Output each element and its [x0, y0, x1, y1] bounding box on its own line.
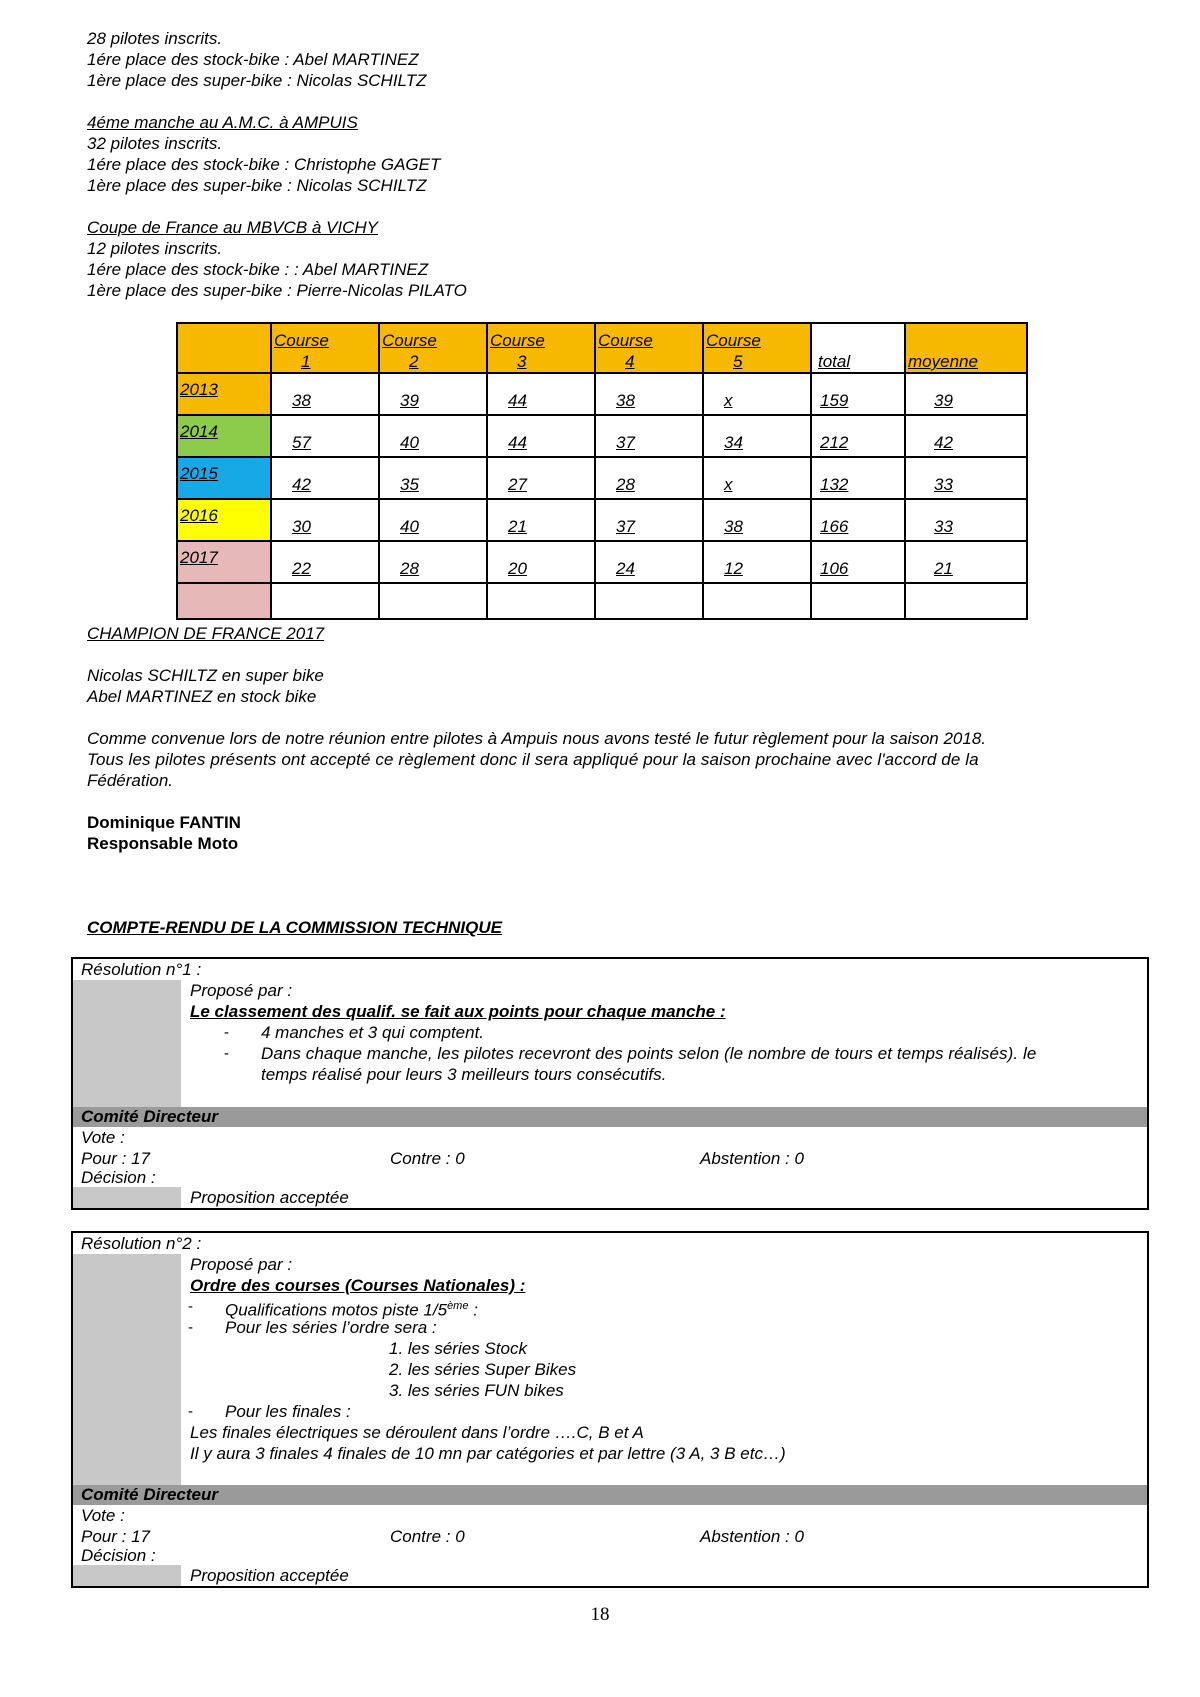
table-row-empty — [177, 583, 1027, 619]
intro-line: 28 pilotes inscrits. — [87, 29, 223, 48]
champion-line: Nicolas SCHILTZ en super bike — [87, 666, 324, 685]
header-course-2: Course 2 — [379, 323, 487, 373]
decision-label: Décision : — [81, 1168, 156, 1187]
proposed-by: Proposé par : — [190, 1255, 293, 1274]
resolution-item: Dans chaque manche, les pilotes recevront des points selon (le nombre de tours et temps réalisés). le — [261, 1044, 1037, 1063]
finals-intro: Pour les finales : — [225, 1402, 351, 1421]
resolution-subject: Le classement des qualif. se fait aux points pour chaque manche : — [190, 1002, 726, 1021]
qualif-line: Qualifications motos piste 1/5ème : — [225, 1300, 478, 1320]
value-cell: 42 — [905, 415, 1027, 457]
value-cell: 28 — [595, 457, 703, 499]
ampuis-line: 1ère place des super-bike : Nicolas SCHILTZ — [87, 176, 427, 195]
paragraph-line: Fédération. — [87, 771, 173, 790]
vote-abstention: Abstention : 0 — [700, 1527, 804, 1546]
table-row — [177, 457, 1027, 499]
bullet-dash: - — [224, 1024, 229, 1041]
year-cell: 2013 — [177, 373, 271, 415]
signature-role: Responsable Moto — [87, 834, 239, 853]
value-cell: 37 — [595, 499, 703, 541]
resolution-2-box — [71, 1231, 1149, 1588]
header-corner — [177, 323, 271, 373]
value-cell: 21 — [905, 541, 1027, 583]
decision-result: Proposition acceptée — [190, 1188, 349, 1207]
intro-line: 1ére place des stock-bike : Abel MARTINEZ — [87, 50, 419, 69]
empty-cell — [905, 583, 1027, 619]
vichy-title: Coupe de France au MBVCB à VICHY — [87, 218, 379, 237]
value-cell: 12 — [703, 541, 811, 583]
value-cell: 33 — [905, 499, 1027, 541]
vote-label: Vote : — [81, 1128, 125, 1147]
value-cell: 38 — [595, 373, 703, 415]
ampuis-line: 1ére place des stock-bike : Christophe GAGET — [87, 155, 441, 174]
year-cell: 2017 — [177, 541, 271, 583]
vote-contre: Contre : 0 — [390, 1527, 465, 1546]
proposed-by: Proposé par : — [190, 981, 293, 1000]
vote-pour: Pour : 17 — [81, 1149, 150, 1168]
empty-cell — [487, 583, 595, 619]
empty-cell — [595, 583, 703, 619]
value-cell: 166 — [811, 499, 905, 541]
gray-column — [73, 1254, 181, 1485]
ampuis-line: 32 pilotes inscrits. — [87, 134, 223, 153]
value-cell: 40 — [379, 415, 487, 457]
value-cell: 21 — [487, 499, 595, 541]
vichy-line: 1ére place des stock-bike : : Abel MARTINEZ — [87, 260, 429, 279]
bullet-dash: - — [188, 1319, 193, 1336]
gray-column — [73, 980, 181, 1107]
header-course-1: Course 1 — [271, 323, 379, 373]
signature-name: Dominique FANTIN — [87, 813, 241, 832]
vichy-line: 12 pilotes inscrits. — [87, 239, 223, 258]
resolution-1-box — [71, 957, 1149, 1210]
value-cell: 38 — [271, 373, 379, 415]
finals-line: Les finales électriques se déroulent dans l’ordre ….C, B et A — [190, 1423, 644, 1442]
resolution-title: Résolution n°1 : — [81, 960, 202, 979]
value-cell: 39 — [379, 373, 487, 415]
resolution-title: Résolution n°2 : — [81, 1234, 202, 1253]
empty-cell — [271, 583, 379, 619]
finals-line: Il y aura 3 finales 4 finales de 10 mn par catégories et par lettre (3 A, 3 B etc…) — [190, 1444, 786, 1463]
value-cell: 39 — [905, 373, 1027, 415]
champion-line: Abel MARTINEZ en stock bike — [87, 687, 317, 706]
value-cell: 212 — [811, 415, 905, 457]
value-cell: 27 — [487, 457, 595, 499]
resolution-item: temps réalisé pour leurs 3 meilleurs tours consécutifs. — [261, 1065, 667, 1084]
ampuis-title: 4éme manche au A.M.C. à AMPUIS — [87, 113, 358, 132]
value-cell: 159 — [811, 373, 905, 415]
empty-cell — [177, 583, 271, 619]
table-row — [177, 499, 1027, 541]
vote-contre: Contre : 0 — [390, 1149, 465, 1168]
paragraph-line: Comme convenue lors de notre réunion entre pilotes à Ampuis nous avons testé le futur règlement pour la saison 2018. — [87, 729, 986, 748]
decision-result: Proposition acceptée — [190, 1566, 349, 1585]
bullet-dash: - — [188, 1403, 193, 1420]
table-header-row — [177, 323, 1027, 373]
vote-pour: Pour : 17 — [81, 1527, 150, 1546]
gray-column — [73, 1565, 181, 1586]
vichy-line: 1ère place des super-bike : Pierre-Nicolas PILATO — [87, 281, 467, 300]
vote-abstention: Abstention : 0 — [700, 1149, 804, 1168]
committee-label: Comité Directeur — [81, 1107, 218, 1126]
empty-cell — [811, 583, 905, 619]
intro-line: 1ère place des super-bike : Nicolas SCHILTZ — [87, 71, 427, 90]
table-row — [177, 373, 1027, 415]
table-row — [177, 541, 1027, 583]
value-cell: 132 — [811, 457, 905, 499]
paragraph-line: Tous les pilotes présents ont accepté ce règlement donc il sera appliqué pour la saison prochaine avec l'accord de la — [87, 750, 979, 769]
header-total: total — [811, 323, 905, 373]
series-item: 1. les séries Stock — [389, 1339, 527, 1358]
value-cell: 20 — [487, 541, 595, 583]
resolution-subject: Ordre des courses (Courses Nationales) : — [190, 1276, 526, 1295]
page-number: 18 — [590, 1604, 610, 1625]
value-cell: 40 — [379, 499, 487, 541]
value-cell: 33 — [905, 457, 1027, 499]
value-cell: 35 — [379, 457, 487, 499]
value-cell: 44 — [487, 373, 595, 415]
year-cell: 2016 — [177, 499, 271, 541]
value-cell: 106 — [811, 541, 905, 583]
value-cell: 57 — [271, 415, 379, 457]
series-intro: Pour les séries l’ordre sera : — [225, 1318, 437, 1337]
committee-band — [73, 1107, 1147, 1127]
decision-label: Décision : — [81, 1546, 156, 1565]
value-cell: 28 — [379, 541, 487, 583]
header-course-3: Course 3 — [487, 323, 595, 373]
empty-cell — [703, 583, 811, 619]
committee-band — [73, 1485, 1147, 1505]
value-cell: 38 — [703, 499, 811, 541]
value-cell: 22 — [271, 541, 379, 583]
value-cell: x — [703, 373, 811, 415]
resolution-item: 4 manches et 3 qui comptent. — [261, 1023, 485, 1042]
table-row — [177, 415, 1027, 457]
header-course-5: Course 5 — [703, 323, 811, 373]
value-cell: x — [703, 457, 811, 499]
value-cell: 37 — [595, 415, 703, 457]
value-cell: 42 — [271, 457, 379, 499]
series-item: 3. les séries FUN bikes — [389, 1381, 564, 1400]
value-cell: 24 — [595, 541, 703, 583]
series-item: 2. les séries Super Bikes — [389, 1360, 577, 1379]
section-title: COMPTE-RENDU DE LA COMMISSION TECHNIQUE — [87, 918, 502, 937]
value-cell: 34 — [703, 415, 811, 457]
champion-title: CHAMPION DE FRANCE 2017 — [87, 624, 325, 643]
gray-column — [73, 1187, 181, 1208]
year-cell: 2014 — [177, 415, 271, 457]
committee-label: Comité Directeur — [81, 1485, 218, 1504]
results-table — [176, 322, 1028, 620]
value-cell: 44 — [487, 415, 595, 457]
header-moyenne: moyenne — [905, 323, 1027, 373]
bullet-dash: - — [188, 1298, 193, 1315]
vote-label: Vote : — [81, 1506, 125, 1525]
bullet-dash: - — [224, 1045, 229, 1062]
header-course-4: Course 4 — [595, 323, 703, 373]
year-cell: 2015 — [177, 457, 271, 499]
value-cell: 30 — [271, 499, 379, 541]
empty-cell — [379, 583, 487, 619]
